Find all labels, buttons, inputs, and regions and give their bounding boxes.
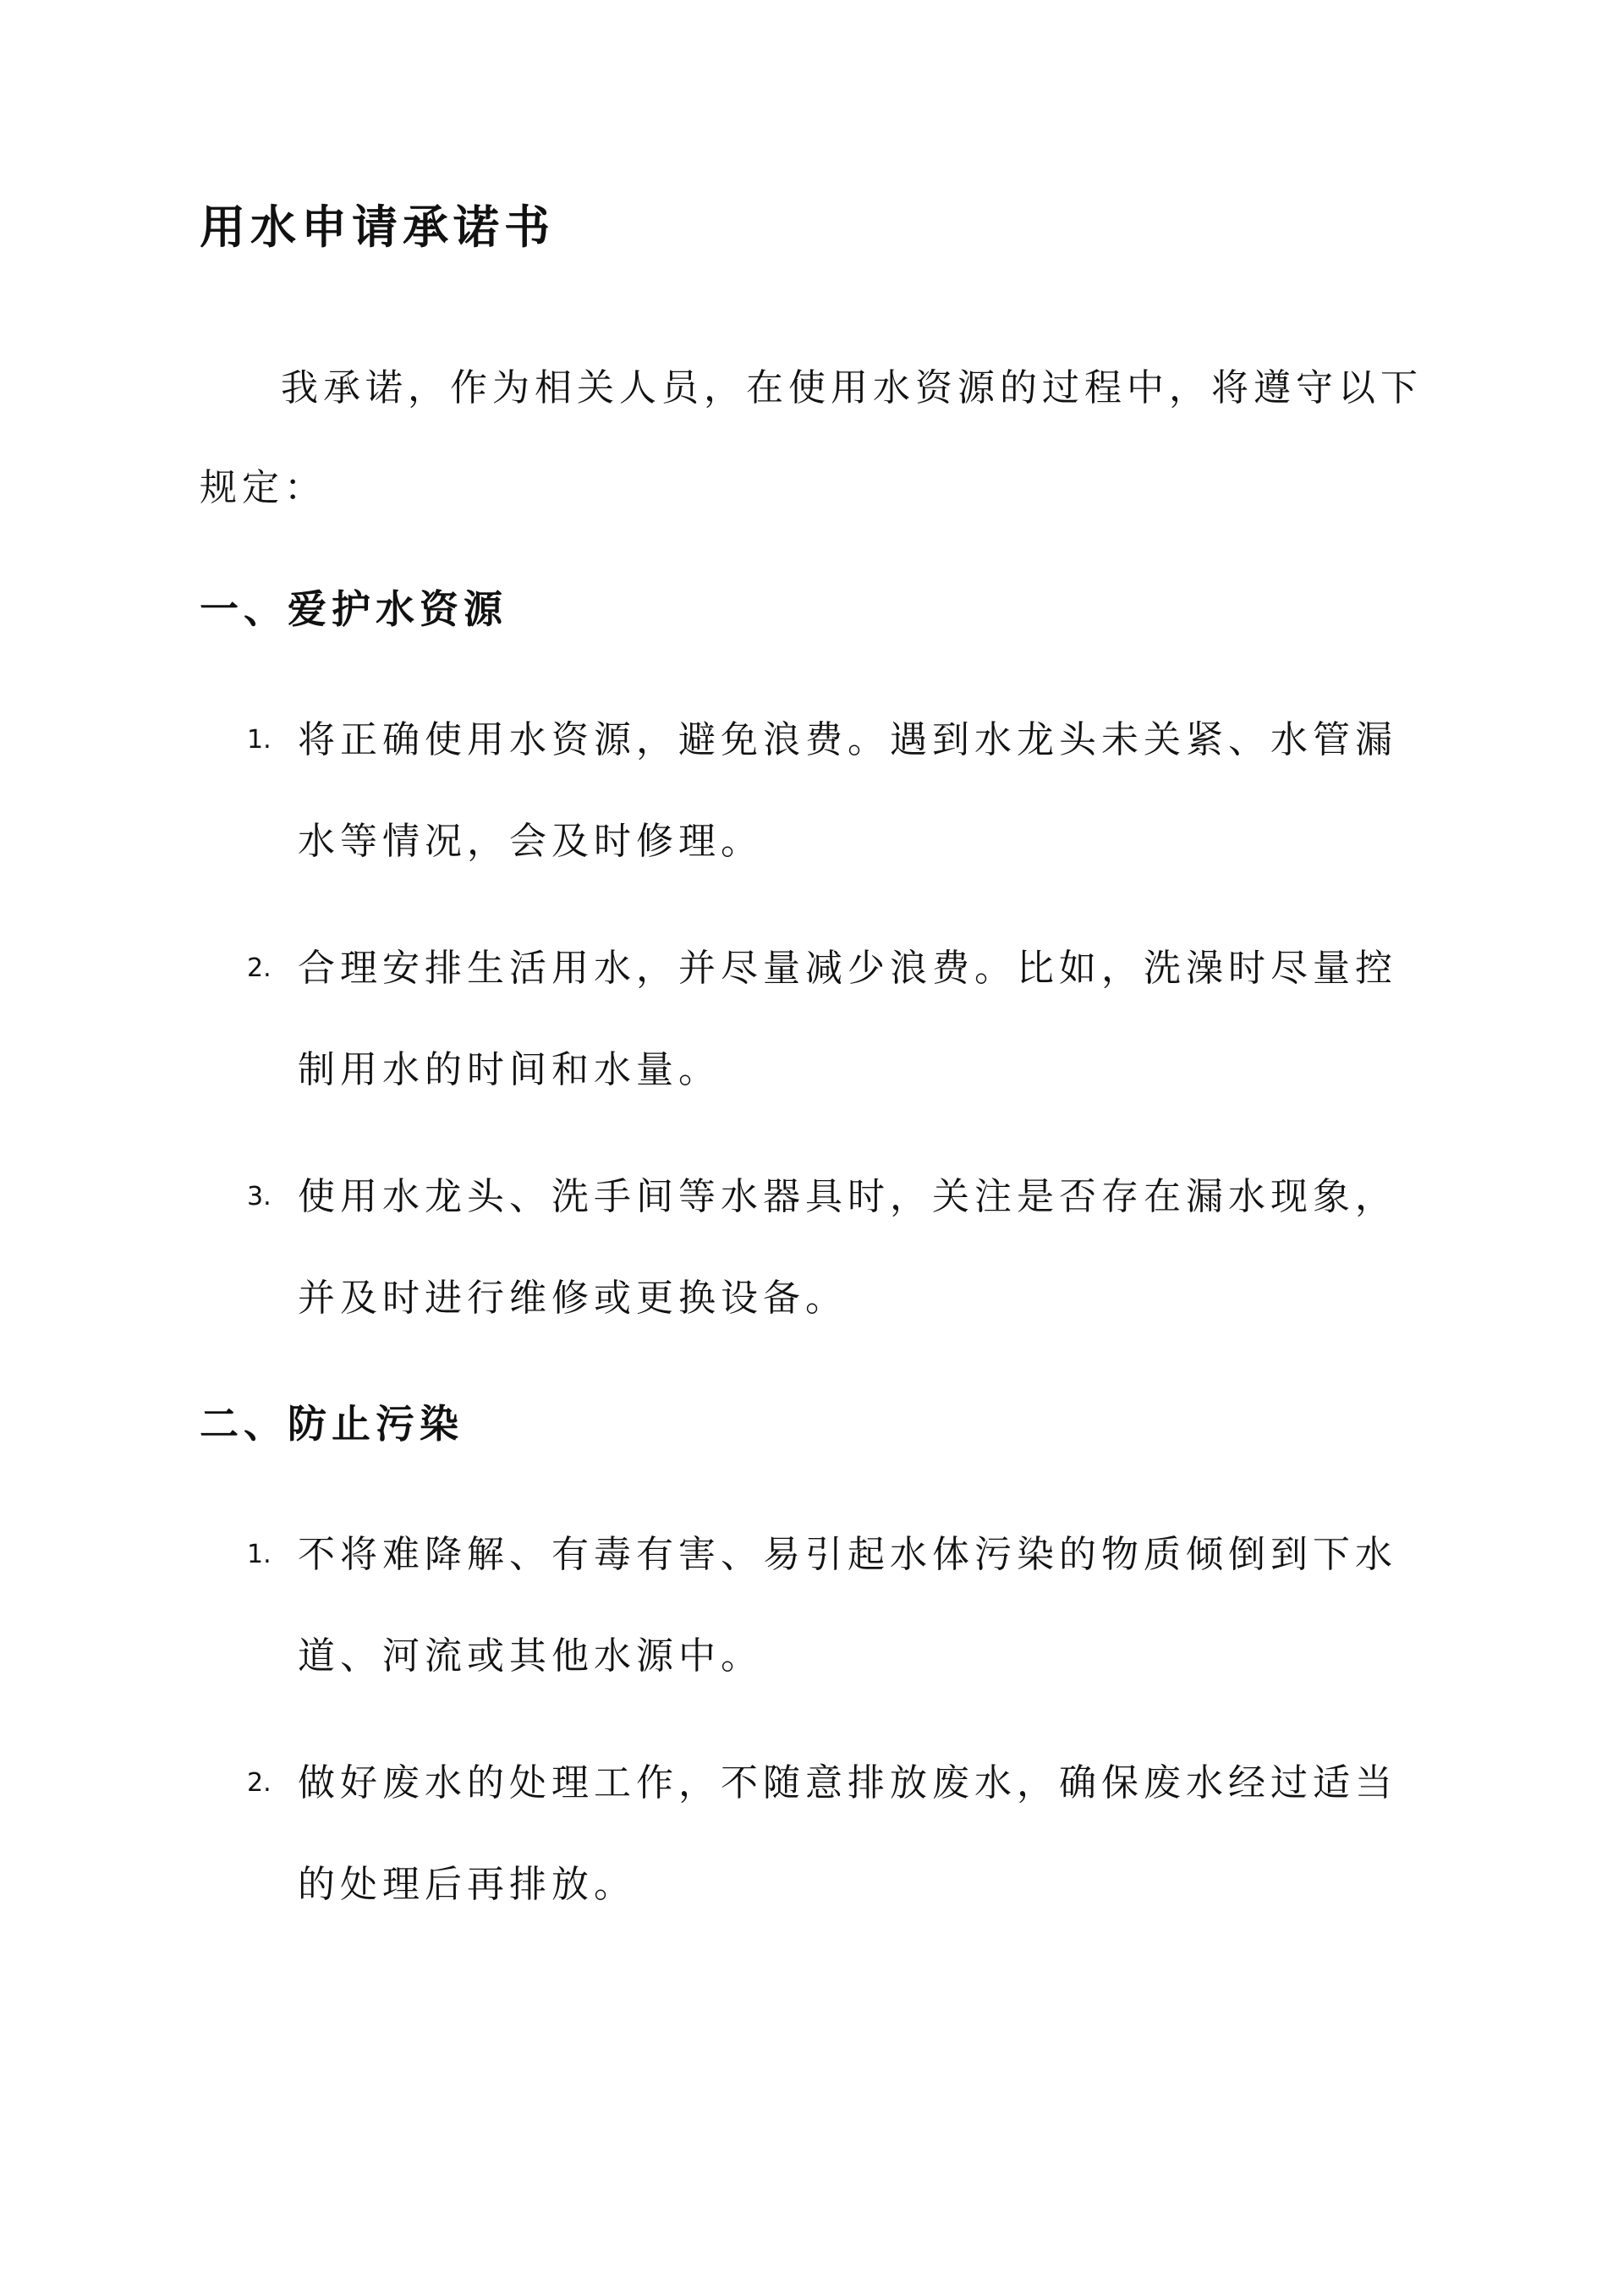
list-item-number: 1. bbox=[247, 1540, 272, 1569]
list-item-text: 做好废水的处理工作，不随意排放废水，确保废水经过适当的处理后再排放。 bbox=[298, 1761, 1397, 1906]
list-item-text: 不将难降解、有毒有害、易引起水体污染的物质倾倒到下水道、河流或其他水源中。 bbox=[298, 1533, 1397, 1678]
section-heading-water-protection: 一、爱护水资源 bbox=[200, 586, 508, 632]
list-item bbox=[247, 918, 1431, 1121]
section-heading-pollution-prevention: 二、防止污染 bbox=[200, 1401, 464, 1447]
list-item-text: 将正确使用水资源，避免浪费。遇到水龙头未关紧、水管漏水等情况，会及时修理。 bbox=[298, 718, 1397, 863]
list-item-number: 1. bbox=[247, 725, 272, 755]
list-item-number: 2. bbox=[247, 953, 272, 983]
document-title: 用水申请承诺书 bbox=[200, 200, 555, 254]
list-item bbox=[247, 1504, 1431, 1707]
list-item bbox=[247, 689, 1431, 893]
list-item bbox=[247, 1146, 1431, 1349]
list-item-text: 使用水龙头、洗手间等水器具时，关注是否存在漏水现象，并及时进行维修或更换设备。 bbox=[298, 1175, 1397, 1320]
list-item-number: 2. bbox=[247, 1768, 272, 1798]
list-item bbox=[247, 1733, 1431, 1936]
list-item-number: 3. bbox=[247, 1182, 272, 1211]
list-item-text: 合理安排生活用水，并尽量减少浪费。比如，洗澡时尽量控制用水的时间和水量。 bbox=[298, 947, 1397, 1091]
intro-paragraph: 我承诺，作为相关人员，在使用水资源的过程中，将遵守以下规定： bbox=[200, 366, 1423, 509]
